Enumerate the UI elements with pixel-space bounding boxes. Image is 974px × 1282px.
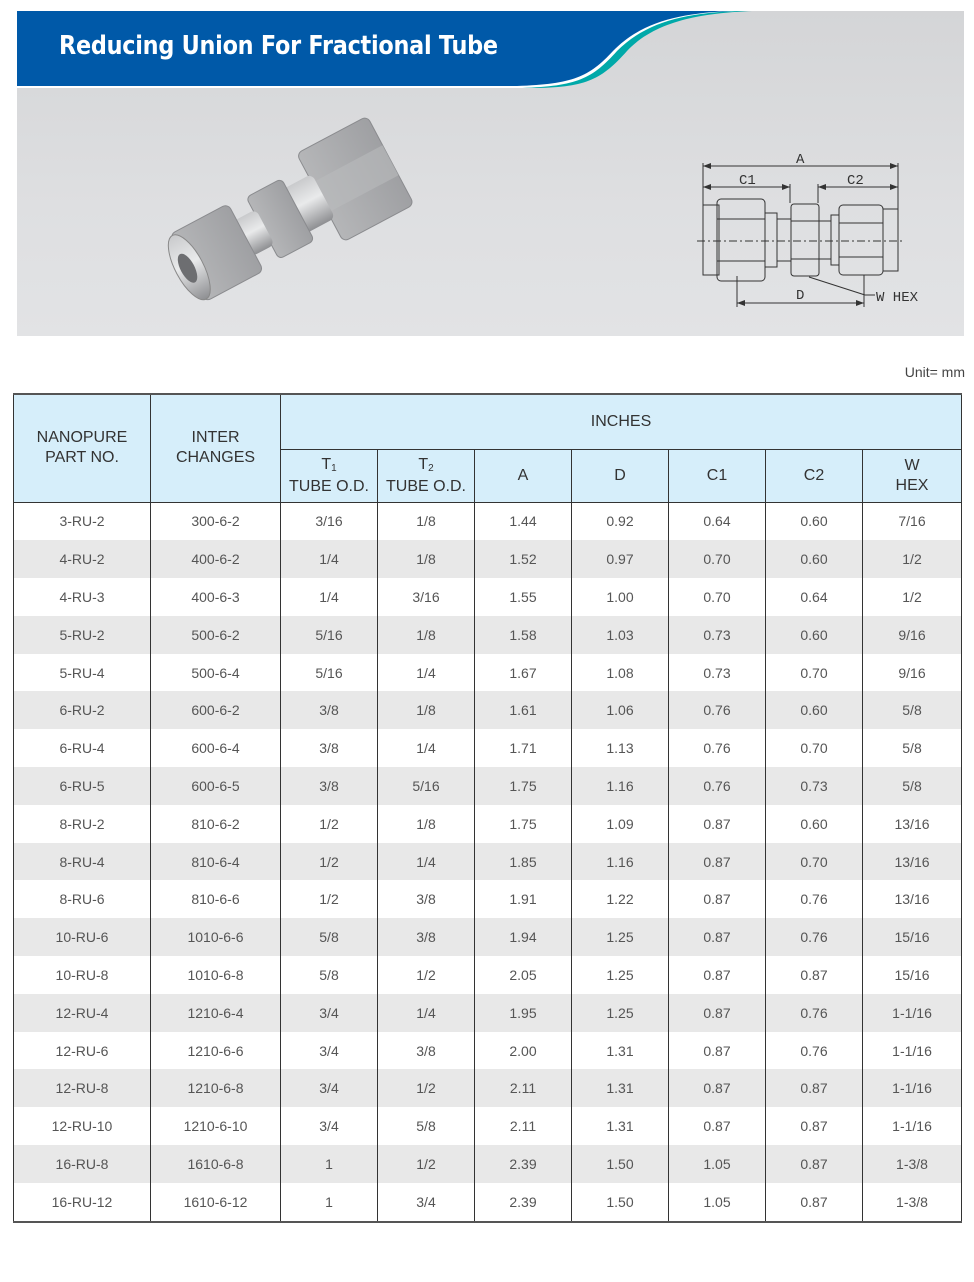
spec-table [13,393,962,1223]
cell-dim-c1: 0.87 [669,1069,766,1107]
cell-dim-d: 1.25 [572,994,669,1032]
cell-part-no: 6-RU-4 [14,729,151,767]
table-row [14,729,962,767]
cell-dim-d: 1.50 [572,1145,669,1183]
cell-w-hex: 1/2 [863,540,962,578]
cell-part-no: 6-RU-2 [14,691,151,729]
table-row [14,843,962,881]
cell-part-no: 10-RU-6 [14,918,151,956]
cell-dim-c1: 0.76 [669,767,766,805]
cell-dim-d: 1.09 [572,805,669,843]
cell-dim-d: 1.16 [572,843,669,881]
cell-t1-tube-od: 1 [281,1145,378,1183]
cell-part-no: 5-RU-4 [14,654,151,692]
cell-dim-c2: 0.87 [766,1183,863,1222]
cell-dim-c2: 0.70 [766,654,863,692]
cell-t2-tube-od: 1/2 [378,1145,475,1183]
cell-dim-a: 2.00 [475,1032,572,1070]
cell-part-no: 8-RU-6 [14,880,151,918]
cell-dim-c2: 0.60 [766,502,863,540]
cell-dim-d: 1.22 [572,880,669,918]
cell-interchange: 300-6-2 [151,502,281,540]
cell-part-no: 12-RU-4 [14,994,151,1032]
cell-dim-c2: 0.60 [766,805,863,843]
table-row [14,654,962,692]
table-row [14,502,962,540]
cell-dim-d: 1.16 [572,767,669,805]
cell-t1-tube-od: 3/8 [281,691,378,729]
cell-t2-tube-od: 1/8 [378,540,475,578]
cell-dim-c1: 0.73 [669,616,766,654]
cell-dim-a: 1.44 [475,502,572,540]
cell-interchange: 1210-6-8 [151,1069,281,1107]
dimension-drawing [677,141,957,321]
cell-t1-tube-od: 1/4 [281,578,378,616]
cell-t2-tube-od: 3/8 [378,1032,475,1070]
cell-dim-c1: 0.76 [669,691,766,729]
cell-dim-d: 1.03 [572,616,669,654]
cell-dim-d: 1.13 [572,729,669,767]
cell-interchange: 400-6-2 [151,540,281,578]
cell-part-no: 3-RU-2 [14,502,151,540]
cell-dim-c1: 0.87 [669,994,766,1032]
cell-w-hex: 5/8 [863,691,962,729]
cell-dim-c2: 0.73 [766,767,863,805]
table-row [14,1069,962,1107]
header-interchanges: INTER CHANGES [151,394,281,502]
header-t2: $T_2$ TUBE O.D. [378,449,475,502]
table-row [14,616,962,654]
cell-w-hex: 13/16 [863,805,962,843]
cell-t1-tube-od: 5/16 [281,616,378,654]
cell-dim-d: 1.25 [572,956,669,994]
cell-dim-c2: 0.60 [766,540,863,578]
cell-dim-c2: 0.76 [766,1032,863,1070]
table-row [14,918,962,956]
cell-dim-c1: 0.87 [669,918,766,956]
cell-part-no: 6-RU-5 [14,767,151,805]
cell-w-hex: 1-1/16 [863,1032,962,1070]
cell-dim-a: 1.91 [475,880,572,918]
cell-interchange: 1010-6-6 [151,918,281,956]
cell-interchange: 810-6-2 [151,805,281,843]
cell-t1-tube-od: 3/16 [281,502,378,540]
page-title: Reducing Union For Fractional Tube [59,31,498,61]
table-row [14,1032,962,1070]
cell-interchange: 1210-6-4 [151,994,281,1032]
cell-dim-c2: 0.60 [766,691,863,729]
table-row [14,805,962,843]
cell-dim-d: 1.25 [572,918,669,956]
dim-label-c1: C1 [739,173,756,189]
cell-interchange: 1610-6-12 [151,1183,281,1222]
cell-t1-tube-od: 1/2 [281,843,378,881]
cell-dim-a: 1.55 [475,578,572,616]
table-row [14,880,962,918]
cell-dim-c1: 1.05 [669,1145,766,1183]
cell-dim-c1: 0.64 [669,502,766,540]
cell-part-no: 16-RU-8 [14,1145,151,1183]
cell-dim-d: 0.92 [572,502,669,540]
cell-dim-a: 1.67 [475,654,572,692]
cell-dim-c1: 0.87 [669,843,766,881]
table-row [14,1183,962,1222]
cell-part-no: 12-RU-6 [14,1032,151,1070]
cell-dim-a: 1.95 [475,994,572,1032]
cell-dim-a: 1.52 [475,540,572,578]
cell-dim-c1: 0.87 [669,805,766,843]
cell-t2-tube-od: 1/4 [378,843,475,881]
header-part-no: NANOPURE PART NO. [14,394,151,502]
table-row [14,540,962,578]
cell-t2-tube-od: 1/2 [378,1069,475,1107]
cell-w-hex: 5/8 [863,767,962,805]
cell-dim-c1: 0.70 [669,540,766,578]
cell-dim-c1: 0.73 [669,654,766,692]
cell-w-hex: 1-3/8 [863,1183,962,1222]
cell-dim-c1: 1.05 [669,1183,766,1222]
cell-dim-d: 0.97 [572,540,669,578]
cell-w-hex: 9/16 [863,654,962,692]
cell-dim-c2: 0.70 [766,729,863,767]
cell-t1-tube-od: 1/2 [281,805,378,843]
cell-dim-a: 2.39 [475,1145,572,1183]
cell-t2-tube-od: 1/4 [378,729,475,767]
cell-t1-tube-od: 3/4 [281,1069,378,1107]
cell-dim-c2: 0.60 [766,616,863,654]
cell-w-hex: 13/16 [863,843,962,881]
cell-w-hex: 15/16 [863,918,962,956]
cell-w-hex: 1/2 [863,578,962,616]
cell-dim-c1: 0.87 [669,880,766,918]
cell-dim-a: 2.05 [475,956,572,994]
cell-part-no: 8-RU-4 [14,843,151,881]
dim-label-c2: C2 [847,173,864,189]
cell-w-hex: 1-1/16 [863,994,962,1032]
cell-dim-a: 1.75 [475,767,572,805]
dim-label-d: D [796,288,805,304]
cell-dim-a: 1.94 [475,918,572,956]
cell-dim-d: 1.31 [572,1107,669,1145]
cell-interchange: 600-6-4 [151,729,281,767]
cell-w-hex: 1-1/16 [863,1069,962,1107]
cell-t1-tube-od: 3/8 [281,729,378,767]
cell-t1-tube-od: 1/2 [281,880,378,918]
cell-dim-c1: 0.87 [669,1107,766,1145]
cell-w-hex: 15/16 [863,956,962,994]
cell-dim-a: 2.39 [475,1183,572,1222]
cell-t2-tube-od: 3/8 [378,880,475,918]
header-c1: C1 [669,449,766,502]
header-t1: $T_1$ TUBE O.D. [281,449,378,502]
cell-interchange: 1610-6-8 [151,1145,281,1183]
cell-interchange: 600-6-2 [151,691,281,729]
cell-t2-tube-od: 1/4 [378,994,475,1032]
cell-w-hex: 7/16 [863,502,962,540]
cell-interchange: 810-6-4 [151,843,281,881]
cell-dim-c2: 0.76 [766,994,863,1032]
cell-t1-tube-od: 3/4 [281,1107,378,1145]
cell-t2-tube-od: 5/16 [378,767,475,805]
cell-t1-tube-od: 3/4 [281,994,378,1032]
cell-interchange: 810-6-6 [151,880,281,918]
cell-dim-a: 1.61 [475,691,572,729]
cell-dim-c1: 0.87 [669,1032,766,1070]
unit-note: Unit= mm [904,364,965,380]
cell-t2-tube-od: 1/8 [378,691,475,729]
cell-dim-a: 2.11 [475,1069,572,1107]
cell-dim-c1: 0.70 [669,578,766,616]
cell-dim-c1: 0.76 [669,729,766,767]
cell-dim-a: 1.71 [475,729,572,767]
cell-dim-a: 1.58 [475,616,572,654]
cell-dim-c2: 0.87 [766,956,863,994]
cell-part-no: 12-RU-8 [14,1069,151,1107]
cell-dim-d: 1.31 [572,1069,669,1107]
table-row [14,578,962,616]
cell-part-no: 10-RU-8 [14,956,151,994]
cell-t2-tube-od: 1/8 [378,805,475,843]
cell-dim-c2: 0.87 [766,1107,863,1145]
cell-w-hex: 13/16 [863,880,962,918]
cell-dim-a: 1.75 [475,805,572,843]
cell-part-no: 16-RU-12 [14,1183,151,1222]
cell-t2-tube-od: 3/16 [378,578,475,616]
cell-part-no: 4-RU-2 [14,540,151,578]
cell-t2-tube-od: 1/2 [378,956,475,994]
cell-t1-tube-od: 5/8 [281,918,378,956]
cell-part-no: 5-RU-2 [14,616,151,654]
cell-interchange: 500-6-2 [151,616,281,654]
cell-dim-c2: 0.87 [766,1069,863,1107]
dim-label-w-hex: W HEX [876,290,919,306]
cell-t1-tube-od: 1 [281,1183,378,1222]
cell-dim-c2: 0.76 [766,880,863,918]
table-row [14,1145,962,1183]
header-w-hex: W HEX [863,449,962,502]
product-banner [17,11,964,336]
cell-dim-c2: 0.70 [766,843,863,881]
cell-t2-tube-od: 3/4 [378,1183,475,1222]
cell-dim-a: 2.11 [475,1107,572,1145]
cell-dim-d: 1.06 [572,691,669,729]
header-d: D [572,449,669,502]
table-row [14,994,962,1032]
cell-t2-tube-od: 1/4 [378,654,475,692]
header-inches: INCHES [281,394,962,449]
cell-interchange: 1210-6-6 [151,1032,281,1070]
cell-interchange: 1210-6-10 [151,1107,281,1145]
cell-t2-tube-od: 1/8 [378,502,475,540]
cell-w-hex: 9/16 [863,616,962,654]
cell-interchange: 1010-6-8 [151,956,281,994]
cell-w-hex: 5/8 [863,729,962,767]
cell-part-no: 4-RU-3 [14,578,151,616]
cell-dim-a: 1.85 [475,843,572,881]
cell-w-hex: 1-1/16 [863,1107,962,1145]
cell-w-hex: 1-3/8 [863,1145,962,1183]
cell-dim-c2: 0.87 [766,1145,863,1183]
table-row [14,956,962,994]
cell-dim-d: 1.50 [572,1183,669,1222]
cell-t1-tube-od: 3/8 [281,767,378,805]
product-photo [147,101,467,331]
dim-label-a: A [796,152,805,168]
cell-dim-c2: 0.64 [766,578,863,616]
table-row [14,691,962,729]
header-c2: C2 [766,449,863,502]
cell-t2-tube-od: 1/8 [378,616,475,654]
cell-part-no: 12-RU-10 [14,1107,151,1145]
cell-interchange: 500-6-4 [151,654,281,692]
cell-t1-tube-od: 5/16 [281,654,378,692]
cell-t2-tube-od: 5/8 [378,1107,475,1145]
cell-dim-c1: 0.87 [669,956,766,994]
cell-interchange: 400-6-3 [151,578,281,616]
cell-dim-d: 1.31 [572,1032,669,1070]
cell-t1-tube-od: 5/8 [281,956,378,994]
cell-interchange: 600-6-5 [151,767,281,805]
cell-dim-d: 1.08 [572,654,669,692]
table-row [14,767,962,805]
cell-t2-tube-od: 3/8 [378,918,475,956]
header-a: A [475,449,572,502]
cell-dim-d: 1.00 [572,578,669,616]
cell-t1-tube-od: 3/4 [281,1032,378,1070]
table-row [14,1107,962,1145]
cell-t1-tube-od: 1/4 [281,540,378,578]
cell-part-no: 8-RU-2 [14,805,151,843]
cell-dim-c2: 0.76 [766,918,863,956]
